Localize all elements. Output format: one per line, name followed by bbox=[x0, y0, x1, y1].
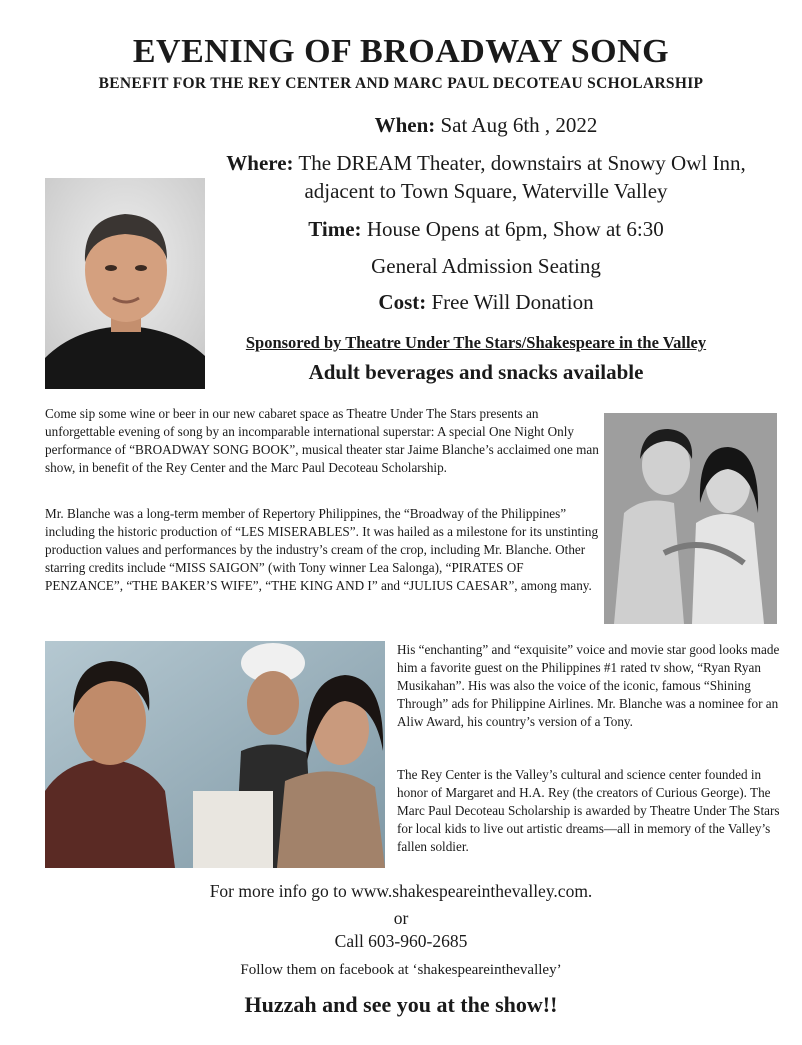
where-label: Where: bbox=[226, 151, 294, 175]
page-subtitle: BENEFIT FOR THE REY CENTER AND MARC PAUL DECOTEAU SCHOLARSHIP bbox=[98, 75, 704, 92]
body-paragraph-career: Mr. Blanche was a long-term member of Repertory Philippines, the “Broadway of the Philippines” including the historic production of “LES MISERABLES”. It was hailed as a milestone for its unstinting production values and performances by the industry’s cream of the crop, including Mr. Blanche. Other starring credits include “MISS SAIGON” (with Tony winner Lea Salonga), “PIRATES OF PENZANCE”, “THE BAKER’S WIFE”, “THE KING AND I” and “JULIUS CAESAR”, among many. bbox=[45, 506, 599, 593]
cost-label: Cost: bbox=[378, 290, 427, 314]
when-value: Sat Aug 6th , 2022 bbox=[435, 113, 598, 137]
event-where-line2: adjacent to Town Square, Waterville Valley bbox=[304, 179, 668, 203]
event-time bbox=[170, 216, 802, 243]
sponsor-line: Sponsored by Theatre Under The Stars/Shakespeare in the Valley bbox=[245, 333, 707, 352]
cost-value: Free Will Donation bbox=[426, 290, 594, 314]
event-admission: General Admission Seating bbox=[371, 254, 601, 278]
beverages-line: Adult beverages and snacks available bbox=[308, 360, 644, 384]
closing-line: Huzzah and see you at the show!! bbox=[244, 992, 558, 1017]
phone-number[interactable]: Call 603-960-2685 bbox=[334, 931, 468, 951]
performer-portrait-photo bbox=[45, 178, 205, 389]
where-value: The DREAM Theater, downstairs at Snowy Owl Inn, bbox=[293, 151, 746, 175]
event-when bbox=[170, 112, 802, 139]
body-paragraph-rey-center: The Rey Center is the Valley’s cultural and science center founded in honor of Margaret and H.A. Rey (the creators of Curious George). The Marc Paul Decoteau Scholarship is awarded by Theatre Under The Stars for local kids to live out artistic dreams—all in memory of the Valley’s fallen soldier. bbox=[397, 767, 780, 854]
event-cost bbox=[170, 289, 802, 316]
performers-trio-photo bbox=[45, 641, 385, 868]
event-where bbox=[170, 150, 802, 177]
page-title: EVENING OF BROADWAY SONG bbox=[132, 33, 670, 70]
facebook-line: Follow them on facebook at ‘shakespeareinthevalley’ bbox=[240, 962, 562, 978]
when-label: When: bbox=[374, 113, 436, 137]
or-separator: or bbox=[393, 908, 409, 928]
time-label: Time: bbox=[308, 217, 362, 241]
body-paragraph-intro: Come sip some wine or beer in our new cabaret space as Theatre Under The Stars presents an unforgettable evening of song by an incomparable international superstar: A special One Night Only performance of “BROADWAY SONG BOOK”, musical theater star Jaime Blanche’s acclaimed one man show, in benefit of the Rey Center and the Marc Paul Decoteau Scholarship. bbox=[45, 406, 599, 475]
body-paragraph-voice: His “enchanting” and “exquisite” voice and movie star good looks made him a favorite guest on the Philippines #1 rated tv show, “Ryan Ryan Musikahan”. His was also the voice of the iconic, famous “Shining Through” ads for Philippine Airlines. Mr. Blanche was a nominee for an Aliw Award, his country’s version of a Tony. bbox=[397, 642, 780, 729]
time-value: House Opens at 6pm, Show at 6:30 bbox=[361, 217, 664, 241]
more-info-link[interactable]: For more info go to www.shakespeareinthevalley.com. bbox=[209, 881, 593, 901]
performers-duo-photo bbox=[604, 413, 777, 624]
